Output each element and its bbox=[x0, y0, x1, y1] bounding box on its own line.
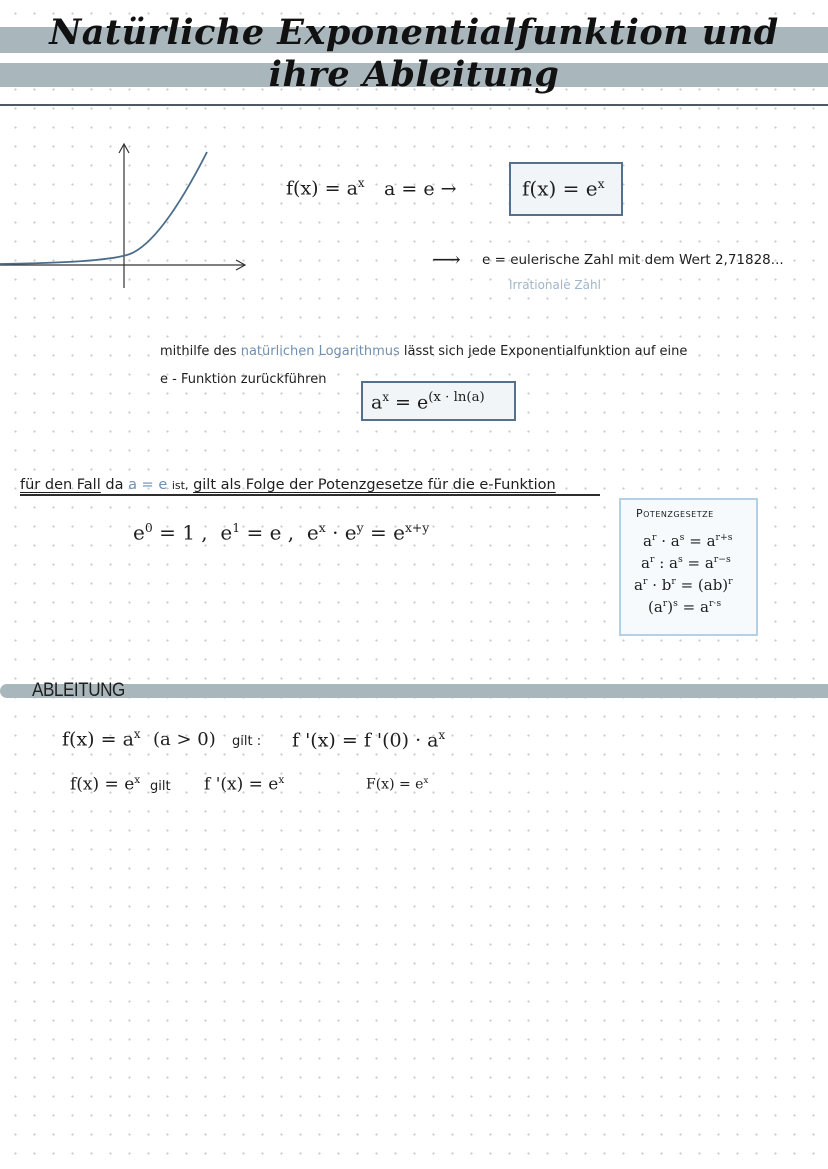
fx-ax-exp: x bbox=[357, 176, 365, 190]
exp-rules bbox=[133, 520, 429, 545]
boxed-eq-e: = e bbox=[395, 391, 429, 414]
case-line bbox=[20, 477, 556, 493]
boxed-ax-eln bbox=[371, 390, 485, 413]
abl-l1-rhs: f '(x) = f '(0) · a bbox=[292, 729, 439, 752]
boxed-fx-ex bbox=[522, 176, 605, 201]
potenz-row-1 bbox=[643, 532, 733, 550]
potenz-r2-lhs-exp: r bbox=[649, 554, 655, 565]
potenz-r1-lhs: a bbox=[643, 532, 652, 550]
potenz-r1-eq: = a bbox=[689, 532, 716, 550]
case-underline bbox=[20, 494, 600, 496]
potenz-r2-eq: = a bbox=[687, 554, 714, 572]
potenz-r4-rhs-exp: r·s bbox=[708, 598, 722, 609]
potenz-r4-op-exp: s bbox=[673, 598, 678, 609]
potenz-row-3 bbox=[634, 576, 733, 594]
potenz-r2-op-exp: s bbox=[677, 554, 683, 565]
potenz-r1-lhs-exp: r bbox=[651, 532, 657, 543]
abl-line-2-F bbox=[366, 776, 428, 793]
potenz-r2-lhs: a bbox=[641, 554, 650, 572]
potenz-row-2 bbox=[641, 554, 731, 572]
euler-arrow: ⟶ bbox=[432, 247, 461, 271]
log-line-1 bbox=[160, 344, 687, 359]
abl-l1-f-exp: x bbox=[133, 727, 141, 741]
exy-exp: x+y bbox=[404, 520, 430, 535]
abl-line-1 bbox=[62, 727, 141, 750]
potenz-r4-lhs-exp: r bbox=[662, 598, 668, 609]
abl-l1-rhs-exp: x bbox=[438, 728, 446, 742]
abl-l2-F: F(x) = e bbox=[366, 776, 424, 793]
boxed-e-exp: (x · ln(a) bbox=[428, 390, 485, 405]
log-line1-suffix: lässt sich jede Exponentialfunktion auf eine bbox=[403, 344, 688, 359]
potenz-r2-rhs-exp: r−s bbox=[713, 554, 731, 565]
fx-ax-base: f(x) = a bbox=[286, 177, 358, 200]
e0-rhs: = 1 , bbox=[159, 520, 208, 545]
potenz-r1-op: · a bbox=[661, 532, 680, 550]
potenz-r3-op-exp: r bbox=[671, 576, 676, 587]
e1: e bbox=[220, 520, 233, 545]
abl-l2-gilt: gilt bbox=[150, 779, 171, 794]
boxed-fx-ex-base: f(x) = e bbox=[522, 176, 598, 201]
log-line1-blue: natürlichen Logarithmus bbox=[240, 344, 400, 359]
potenz-r3-eq: = (ab) bbox=[680, 576, 729, 594]
potenz-title: Potenzgesetze bbox=[636, 507, 714, 520]
abl-l2-f-exp: x bbox=[134, 774, 141, 786]
abl-line-2 bbox=[70, 774, 140, 795]
ex: e bbox=[306, 520, 319, 545]
abl-l2-rhs: f '(x) = e bbox=[204, 774, 279, 795]
e0: e bbox=[133, 520, 145, 545]
case-ist: ist, bbox=[171, 479, 189, 492]
potenz-r1-op-exp: s bbox=[679, 532, 685, 543]
ableitung-heading: ABLEITUNG bbox=[32, 680, 125, 701]
abl-line-1-rhs bbox=[292, 728, 445, 751]
abl-l1-gilt: gilt : bbox=[232, 734, 262, 749]
abl-l2-F-exp: x bbox=[423, 776, 429, 786]
potenz-r3-op: · b bbox=[652, 576, 672, 594]
e1-rhs: = e , bbox=[246, 520, 295, 545]
potenz-r4-eq: = a bbox=[682, 598, 709, 616]
abl-l1-f: f(x) = a bbox=[62, 728, 134, 751]
potenz-r4-lhs: (a bbox=[648, 598, 663, 616]
boxed-ax: a bbox=[371, 391, 383, 414]
abl-l2-f: f(x) = e bbox=[70, 774, 135, 795]
potenz-row-4 bbox=[648, 598, 721, 616]
euler-text: e = eulerische Zahl mit dem Wert 2,71828... bbox=[482, 252, 784, 268]
title-line-1: Natürliche Exponentialfunktion und bbox=[49, 12, 779, 53]
potenz-r4-op: ) bbox=[667, 598, 674, 616]
irrational-text: Irrationale Zahl bbox=[509, 278, 601, 292]
boxed-ax-exp: x bbox=[382, 390, 389, 404]
potenz-r3-lhs-exp: r bbox=[642, 576, 648, 587]
potenz-r1-rhs-exp: r+s bbox=[715, 532, 733, 543]
title-line-2: ihre Ableitung bbox=[268, 54, 560, 95]
e1-exp: 1 bbox=[232, 520, 241, 535]
ey: · e bbox=[332, 520, 357, 545]
potenz-r2-op: : a bbox=[659, 554, 678, 572]
ey-exp: y bbox=[356, 520, 364, 535]
case-rest: gilt als Folge der Potenzgesetze für die e-Funktion bbox=[193, 477, 556, 493]
boxed-fx-ex-exp: x bbox=[597, 176, 605, 191]
abl-line-2-rhs bbox=[204, 774, 284, 795]
abl-l1-cond: (a > 0) bbox=[153, 729, 216, 750]
exp-graph bbox=[0, 140, 260, 290]
case-prefix: für den Fall bbox=[20, 477, 101, 493]
case-da: da bbox=[105, 477, 124, 493]
abl-l2-rhs-exp: x bbox=[278, 774, 285, 786]
exp-curve bbox=[0, 152, 207, 264]
title-underline bbox=[0, 104, 828, 106]
potenz-r3-rhs-exp: r bbox=[728, 576, 733, 587]
a-equals-e: a = e → bbox=[384, 178, 457, 200]
log-line1-prefix: mithilfe des bbox=[160, 344, 237, 359]
log-line-2: e - Funktion zurückführen bbox=[160, 372, 327, 387]
fx-ax bbox=[286, 176, 365, 199]
ex-exp: x bbox=[318, 520, 326, 535]
case-cond: a = e bbox=[128, 477, 168, 493]
exy-eq: = e bbox=[369, 520, 405, 545]
potenz-r3-lhs: a bbox=[634, 576, 643, 594]
e0-exp: 0 bbox=[144, 520, 153, 535]
